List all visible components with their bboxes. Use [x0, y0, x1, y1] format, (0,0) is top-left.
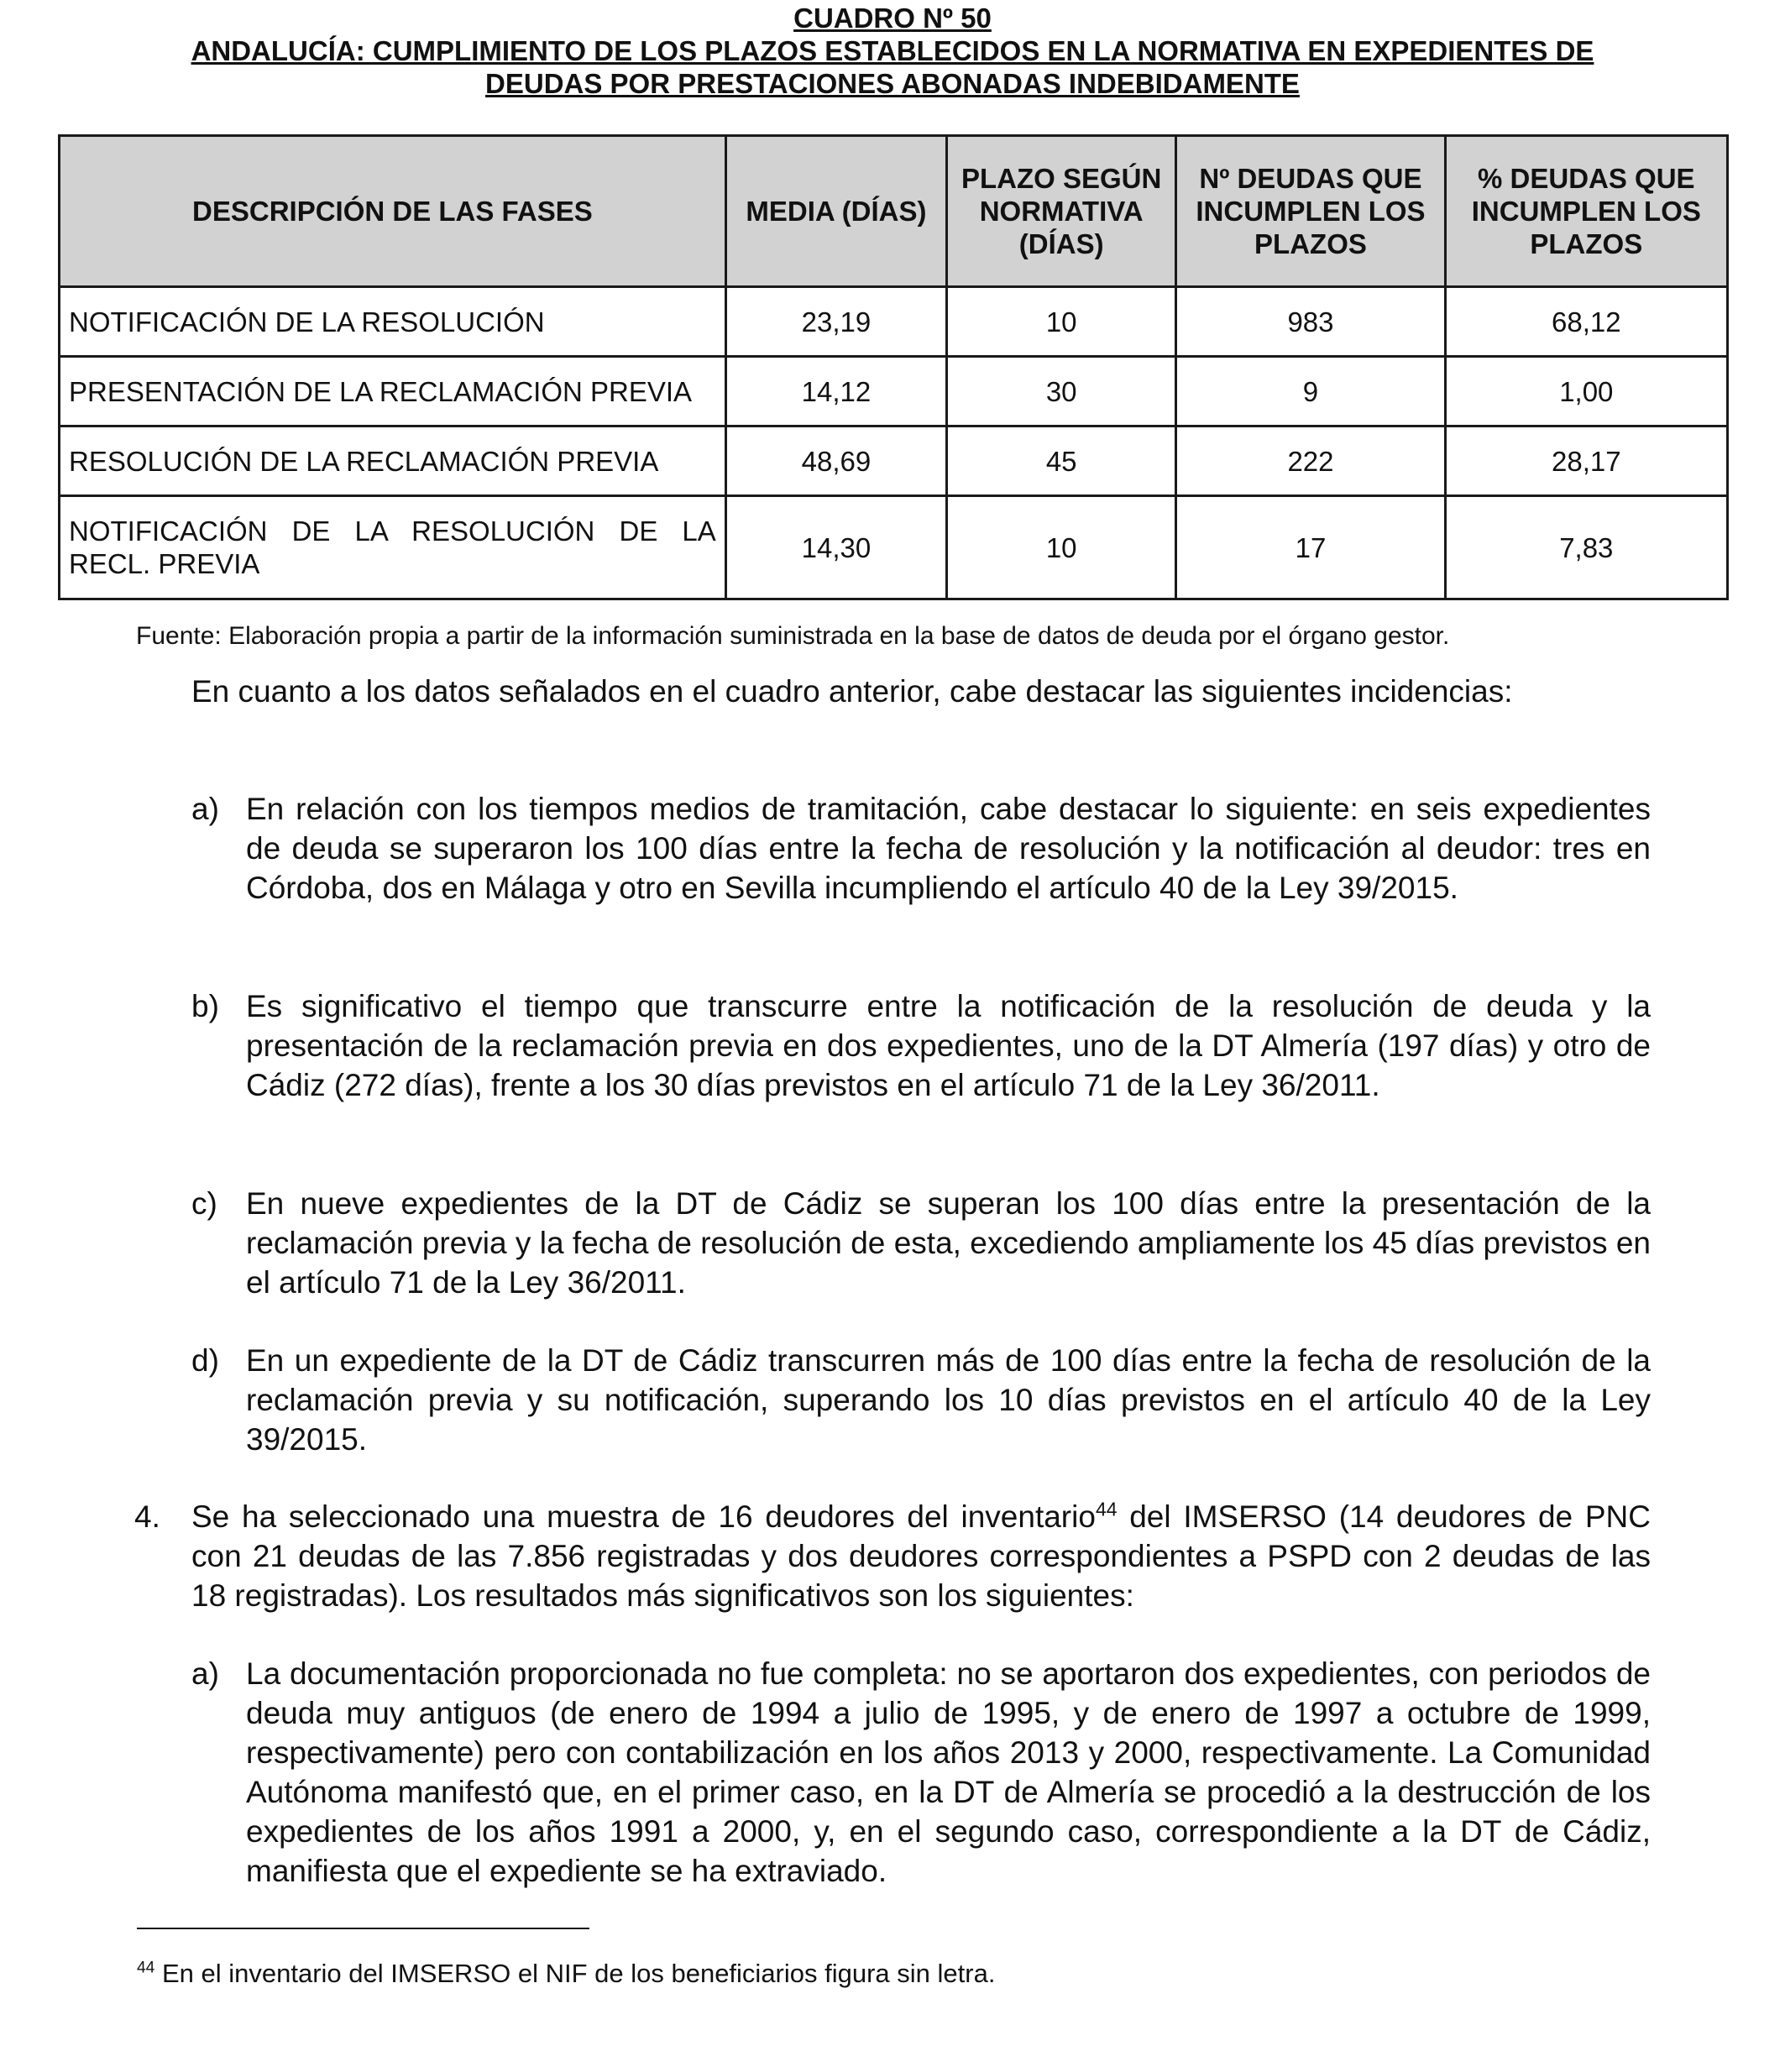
list-item-text: En nueve expedientes de la DT de Cádiz se superan los 100 días entre la presentación de la reclamación previa y la fecha de resolución de esta, excediendo ampliamente los 45 días previstos en el artículo 71 de la Ley 36/2011.: [246, 1186, 1651, 1300]
table-title-block: [126, 2, 1659, 100]
table-header-row: [60, 136, 1728, 287]
list-item-text: En relación con los tiempos medios de tramitación, cabe destacar lo siguiente: en seis expedientes de deuda se superaron los 100 días entre la fecha de resolución y la notificación al deudor: tres en Córdoba, dos en Málaga y otro en Sevilla incumpliendo el artículo 40 de la Ley 39/2015.: [246, 792, 1651, 905]
list-item-label: a): [191, 792, 219, 826]
footnote-separator: [137, 1928, 589, 1929]
list-item: [191, 1654, 1651, 1906]
table-title-line-1: ANDALUCÍA: CUMPLIMIENTO DE LOS PLAZOS ESTABLECIDOS EN LA NORMATIVA EN EXPEDIENTES DE: [191, 35, 1594, 66]
table-cell: 10: [947, 496, 1176, 599]
table-title-line-2: DEUDAS POR PRESTACIONES ABONADAS INDEBIDAMENTE: [485, 68, 1300, 99]
numbered-point-4: [134, 1497, 1651, 1616]
deadlines-table: [58, 134, 1729, 600]
table-row: [60, 496, 1728, 599]
table-row: [60, 426, 1728, 496]
table-cell: NOTIFICACIÓN DE LA RESOLUCIÓN: [60, 287, 726, 357]
list-item-label: c): [191, 1186, 217, 1221]
list-item: [191, 1341, 1651, 1460]
table-cell: 48,69: [725, 426, 946, 496]
list-item: [191, 986, 1651, 1146]
table-cell: 45: [947, 426, 1176, 496]
point-number: 4.: [134, 1499, 160, 1534]
table-cell: 14,30: [725, 496, 946, 599]
table-cell: 1,00: [1445, 357, 1727, 426]
intro-paragraph: [191, 672, 1651, 711]
table-cell: 30: [947, 357, 1176, 426]
footnote: [137, 1958, 995, 1990]
table-source-note: Fuente: Elaboración propia a partir de la información suministrada en la base de datos de deuda por el órgano gestor.: [136, 622, 1450, 650]
table-cell: 983: [1176, 287, 1445, 357]
column-header-average-days: MEDIA (DÍAS): [725, 136, 946, 287]
column-header-debts-count: Nº DEUDAS QUE INCUMPLEN LOS PLAZOS: [1176, 136, 1445, 287]
footnote-reference: 44: [1095, 1498, 1118, 1520]
list-item-label: d): [191, 1343, 219, 1378]
intro-text: En cuanto a los datos señalados en el cuadro anterior, cabe destacar las siguientes incidencias:: [191, 674, 1513, 709]
column-header-debts-percent: % DEUDAS QUE INCUMPLEN LOS PLAZOS: [1445, 136, 1727, 287]
table-cell: RESOLUCIÓN DE LA RECLAMACIÓN PREVIA: [60, 426, 726, 496]
table-cell: 14,12: [725, 357, 946, 426]
table-cell: 68,12: [1445, 287, 1727, 357]
list-item: [191, 1184, 1651, 1303]
table-cell: 28,17: [1445, 426, 1727, 496]
list-item-text: En un expediente de la DT de Cádiz transcurren más de 100 días entre la fecha de resolución de la reclamación previa y su notificación, superando los 10 días previstos en el artículo 40 de la Ley 39/2015.: [246, 1343, 1651, 1457]
table-cell: NOTIFICACIÓN DE LA RESOLUCIÓN DE LA RECL. PREVIA: [60, 496, 726, 599]
table-cell: PRESENTACIÓN DE LA RECLAMACIÓN PREVIA: [60, 357, 726, 426]
list-item-text: La documentación proporcionada no fue completa: no se aportaron dos expedientes, con periodos de deuda muy antiguos (de enero de 1994 a julio de 1995, y de enero de 1997 a octubre de 1999, respectivamente) pero con contabilización en los años 2013 y 2000, respectivamente. La Comunidad Autónoma manifestó que, en el primer caso, en la DT de Almería se procedió a la destrucción de los expedientes de los años 1991 a 2000, y, en el segundo caso, correspondiente a la DT de Cádiz, manifiesta que el expediente se ha extraviado.: [246, 1656, 1651, 1888]
table-row: [60, 287, 1728, 357]
table-cell: 9: [1176, 357, 1445, 426]
table-cell: 17: [1176, 496, 1445, 599]
list-item-label: b): [191, 989, 219, 1023]
table-number: CUADRO Nº 50: [793, 3, 992, 34]
table-cell: 7,83: [1445, 496, 1727, 599]
table-cell: 10: [947, 287, 1176, 357]
list-item-label: a): [191, 1656, 219, 1691]
column-header-legal-deadline: PLAZO SEGÚN NORMATIVA (DÍAS): [947, 136, 1176, 287]
column-header-description: DESCRIPCIÓN DE LAS FASES: [60, 136, 726, 287]
list-item: [191, 789, 1651, 949]
point-text: Se ha seleccionado una muestra de 16 deudores del inventario$^{44}$ del IMSERSO (14 deudores de PNC con 21 deudas de las 7.856 registradas y dos deudores correspondientes a PSPD con 2 deudas de las 18 registradas). Los resultados más significativos son los siguientes:: [191, 1498, 1651, 1613]
table-cell: 23,19: [725, 287, 946, 357]
footnote-text: En el inventario del IMSERSO el NIF de los beneficiarios figura sin letra.: [154, 1959, 996, 1988]
table-cell: 222: [1176, 426, 1445, 496]
footnote-number: 44: [137, 1959, 155, 1977]
table-row: [60, 357, 1728, 426]
list-item-text: Es significativo el tiempo que transcurre entre la notificación de la resolución de deuda y la presentación de la reclamación previa en dos expedientes, uno de la DT Almería (197 días) y otro de Cádiz (272 días), frente a los 30 días previstos en el artículo 71 de la Ley 36/2011.: [246, 989, 1651, 1102]
